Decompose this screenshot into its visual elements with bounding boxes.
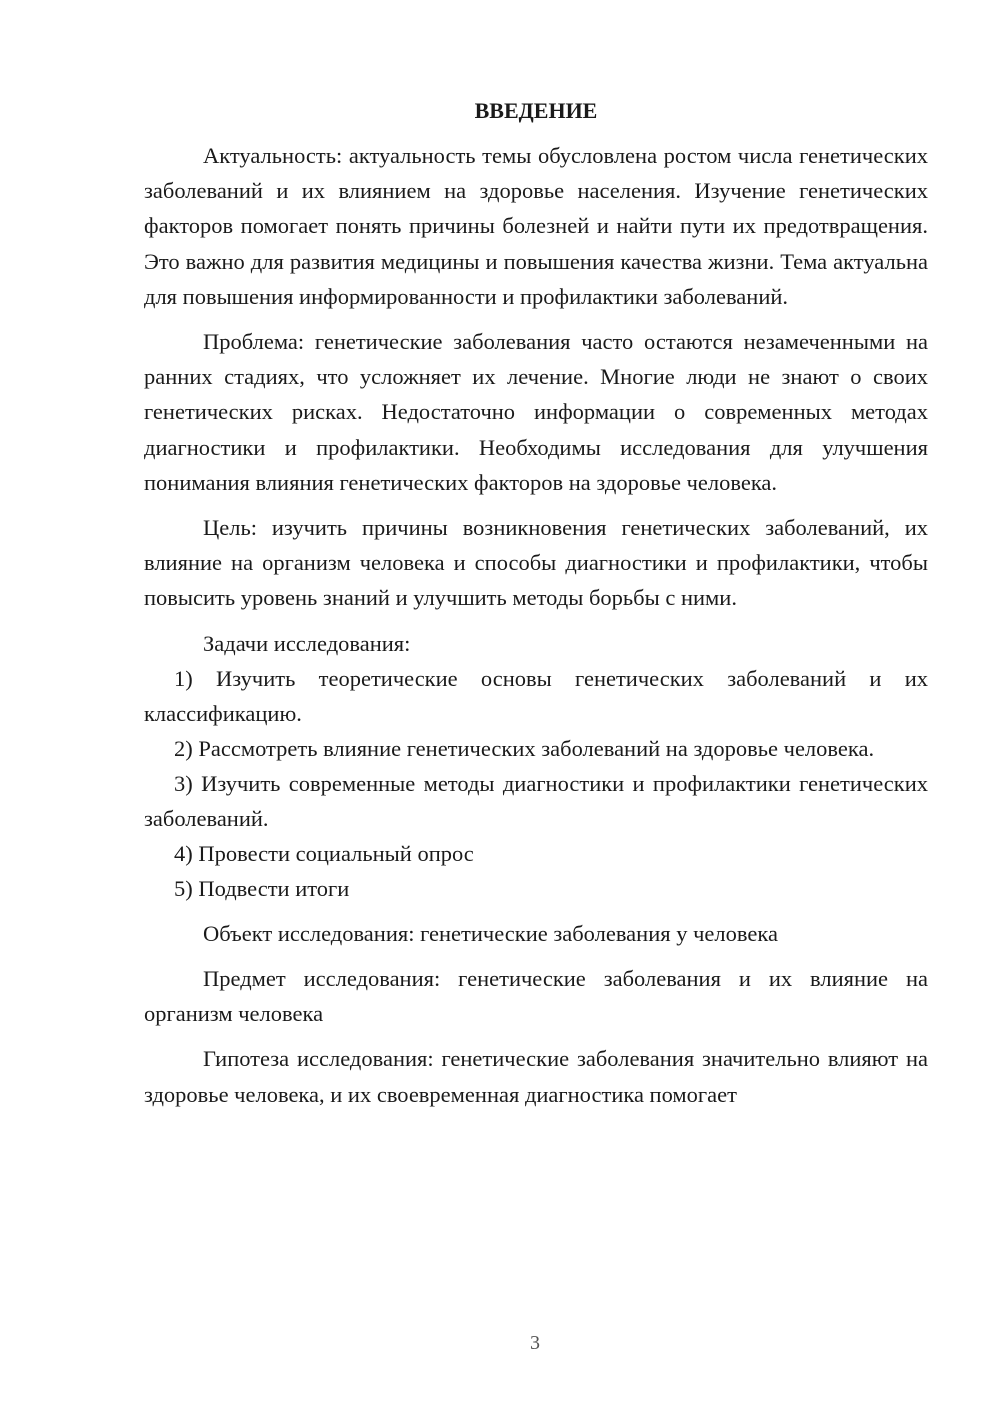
paragraph-hypothesis: Гипотеза исследования: генетические заболевания значительно влияют на здоровье человека, и их своевременная диагностика помогает xyxy=(144,1046,928,1107)
paragraph-goal: Цель: изучить причины возникновения генетических заболеваний, их влияние на организм человека и способы диагностики и профилактики, чтобы повысить уровень знаний и улучшить методы борьбы с ними. xyxy=(144,515,928,611)
paragraph-subject: Предмет исследования: генетические заболевания и их влияние на организм человека xyxy=(144,966,928,1027)
task-item: 2) Рассмотреть влияние генетических заболеваний на здоровье человека. xyxy=(174,735,875,761)
task-item: 1) Изучить теоретические основы генетических заболеваний и их классификацию. xyxy=(144,665,928,726)
tasks-heading: Задачи исследования: xyxy=(203,630,411,656)
page-content xyxy=(144,96,928,1112)
paragraph-relevance: Актуальность: актуальность темы обусловлена ростом числа генетических заболеваний и их влиянием на здоровье населения. Изучение генетических факторов помогает понять причины болезней и найти пути их предотвращения. Это важно для развития медицины и повышения качества жизни. Тема актуальна для повышения информированности и профилактики заболеваний. xyxy=(144,143,928,309)
task-item: 5) Подвести итоги xyxy=(174,875,350,901)
paragraph-problem: Проблема: генетические заболевания часто остаются незамеченными на ранних стадиях, что усложняет их лечение. Многие люди не знают о своих генетических рисках. Недостаточно информации о современных методах диагностики и профилактики. Необходимы исследования для улучшения понимания влияния генетических факторов на здоровье человека. xyxy=(144,329,928,495)
page-number: 3 xyxy=(530,1332,540,1354)
task-item: 3) Изучить современные методы диагностики и профилактики генетических заболеваний. xyxy=(144,770,928,831)
section-title: ВВЕДЕНИЕ xyxy=(474,98,598,123)
task-item: 4) Провести социальный опрос xyxy=(174,840,474,866)
paragraph-object: Объект исследования: генетические заболевания у человека xyxy=(203,920,778,946)
